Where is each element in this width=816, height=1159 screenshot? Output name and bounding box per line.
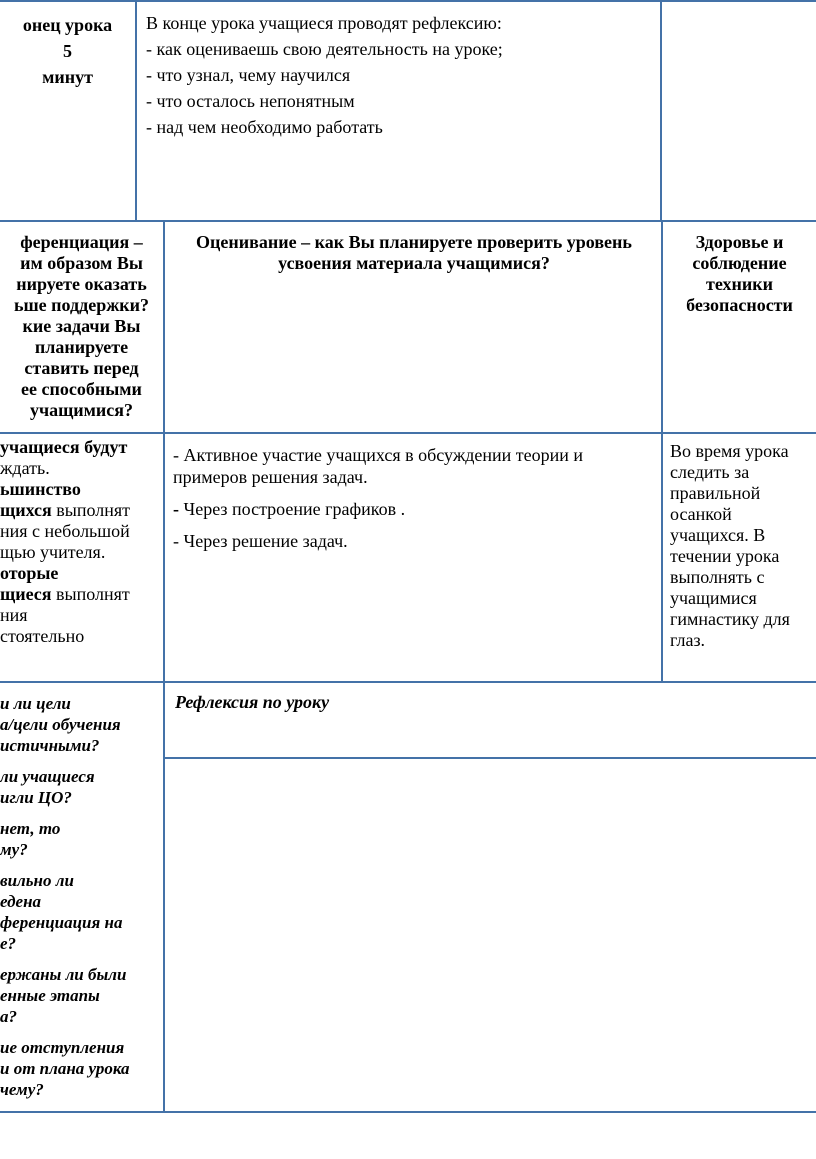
differentiation-content bbox=[0, 437, 163, 647]
assessment-item: - Через построение графиков . bbox=[173, 499, 406, 519]
diff-line: стоятельно bbox=[0, 626, 85, 646]
question-line: му? bbox=[0, 840, 28, 859]
health-line: выполнять с bbox=[670, 567, 765, 587]
reflection-activity bbox=[146, 10, 656, 140]
assessment-item: - Через решение задач. bbox=[173, 531, 348, 551]
row1-bottom-border bbox=[0, 220, 816, 222]
diff-line: ния с небольшой bbox=[0, 521, 130, 541]
question-block bbox=[0, 693, 163, 756]
health-line: следить за bbox=[670, 462, 750, 482]
row1-col-divider-2 bbox=[660, 0, 662, 222]
question-block bbox=[0, 766, 163, 808]
question-line: нет, то bbox=[0, 819, 61, 838]
health-line: течении урока bbox=[670, 546, 780, 566]
header-line: Здоровье и bbox=[695, 232, 784, 252]
question-line: истичными? bbox=[0, 736, 100, 755]
question-block bbox=[0, 818, 163, 860]
health-line: учащихся. В bbox=[670, 525, 766, 545]
diff-line: ьшинство bbox=[0, 479, 81, 499]
assessment-item: - Активное участие учащихся в обсуждении теории и примеров решения задач. bbox=[173, 445, 584, 487]
question-line: чему? bbox=[0, 1080, 44, 1099]
question-line: а? bbox=[0, 1007, 17, 1026]
header-line: ее способными bbox=[21, 379, 142, 399]
reflection-notes-area bbox=[166, 760, 816, 1110]
health-line: Во время урока bbox=[670, 441, 789, 461]
reflection-intro: В конце урока учащиеся проводят рефлексию: bbox=[146, 13, 502, 33]
header-line: техники bbox=[706, 274, 773, 294]
diff-line: щиеся выполнят bbox=[0, 584, 130, 604]
reflection-header-border bbox=[164, 757, 816, 759]
reflection-item: - что осталось непонятным bbox=[146, 91, 355, 111]
diff-line: щихся выполнят bbox=[0, 500, 131, 520]
health-line: правильной bbox=[670, 483, 761, 503]
question-block bbox=[0, 964, 163, 1027]
question-line: а/цели обучения bbox=[0, 715, 121, 734]
header-line: им образом Вы bbox=[20, 253, 143, 273]
diff-line: щью учителя. bbox=[0, 542, 106, 562]
row2-bottom-border bbox=[0, 432, 816, 434]
question-line: ли учащиеся bbox=[0, 767, 95, 786]
table-bottom-border bbox=[0, 1111, 816, 1113]
diff-line: оторые bbox=[0, 563, 59, 583]
stage-unit: минут bbox=[42, 67, 93, 87]
header-line: ференциация – bbox=[20, 232, 143, 252]
header-health-safety bbox=[663, 232, 816, 316]
reflection-item: - что узнал, чему научился bbox=[146, 65, 351, 85]
header-line: кие задачи Вы bbox=[22, 316, 141, 336]
header-line: соблюдение bbox=[692, 253, 787, 273]
header-line: ставить перед bbox=[24, 358, 139, 378]
question-line: е? bbox=[0, 934, 17, 953]
question-line: и ли цели bbox=[0, 694, 71, 713]
header-differentiation bbox=[0, 232, 163, 421]
question-line: ержаны ли были bbox=[0, 965, 127, 984]
header-line: безопасности bbox=[686, 295, 793, 315]
reflection-title bbox=[175, 692, 805, 713]
diff-line: учащиеся будут bbox=[0, 437, 128, 457]
health-content bbox=[670, 441, 816, 651]
health-line: гимнастику для bbox=[670, 609, 790, 629]
header-line: учащимися? bbox=[29, 400, 134, 420]
question-line: едена bbox=[0, 892, 42, 911]
header-line: планируете bbox=[34, 337, 129, 357]
question-block bbox=[0, 870, 163, 954]
row1-col-divider-1 bbox=[135, 0, 137, 222]
col-divider-main bbox=[163, 220, 165, 1113]
reflection-questions bbox=[0, 693, 163, 1100]
header-line: ьше поддержки? bbox=[13, 295, 150, 315]
diff-line: ждать. bbox=[0, 458, 50, 478]
assessment-content bbox=[173, 444, 653, 552]
reflection-item: - над чем необходимо работать bbox=[146, 117, 383, 137]
question-line: игли ЦО? bbox=[0, 788, 72, 807]
health-line: осанкой bbox=[670, 504, 732, 524]
question-line: и от плана урока bbox=[0, 1059, 130, 1078]
diff-line: ния bbox=[0, 605, 28, 625]
question-line: ие отступления bbox=[0, 1038, 125, 1057]
health-line: глаз. bbox=[670, 630, 706, 650]
question-line: енные этапы bbox=[0, 986, 100, 1005]
header-assessment-text: Оценивание – как Вы планируете проверить уровень усвоения материала учащимися? bbox=[196, 232, 632, 273]
question-block bbox=[0, 1037, 163, 1100]
question-line: ференциация на bbox=[0, 913, 123, 932]
health-line: учащимися bbox=[670, 588, 757, 608]
lesson-end-stage bbox=[0, 12, 135, 90]
question-line: вильно ли bbox=[0, 871, 74, 890]
reflection-item: - как оцениваешь свою деятельность на уроке; bbox=[146, 39, 503, 59]
stage-line: онец урока bbox=[22, 15, 113, 35]
table-top-border bbox=[0, 0, 816, 2]
header-assessment bbox=[196, 232, 632, 274]
header-line: нируете оказать bbox=[16, 274, 147, 294]
reflection-title-text: Рефлексия по уроку bbox=[175, 692, 330, 712]
stage-duration: 5 bbox=[63, 41, 72, 61]
row3-bottom-border bbox=[0, 681, 816, 683]
